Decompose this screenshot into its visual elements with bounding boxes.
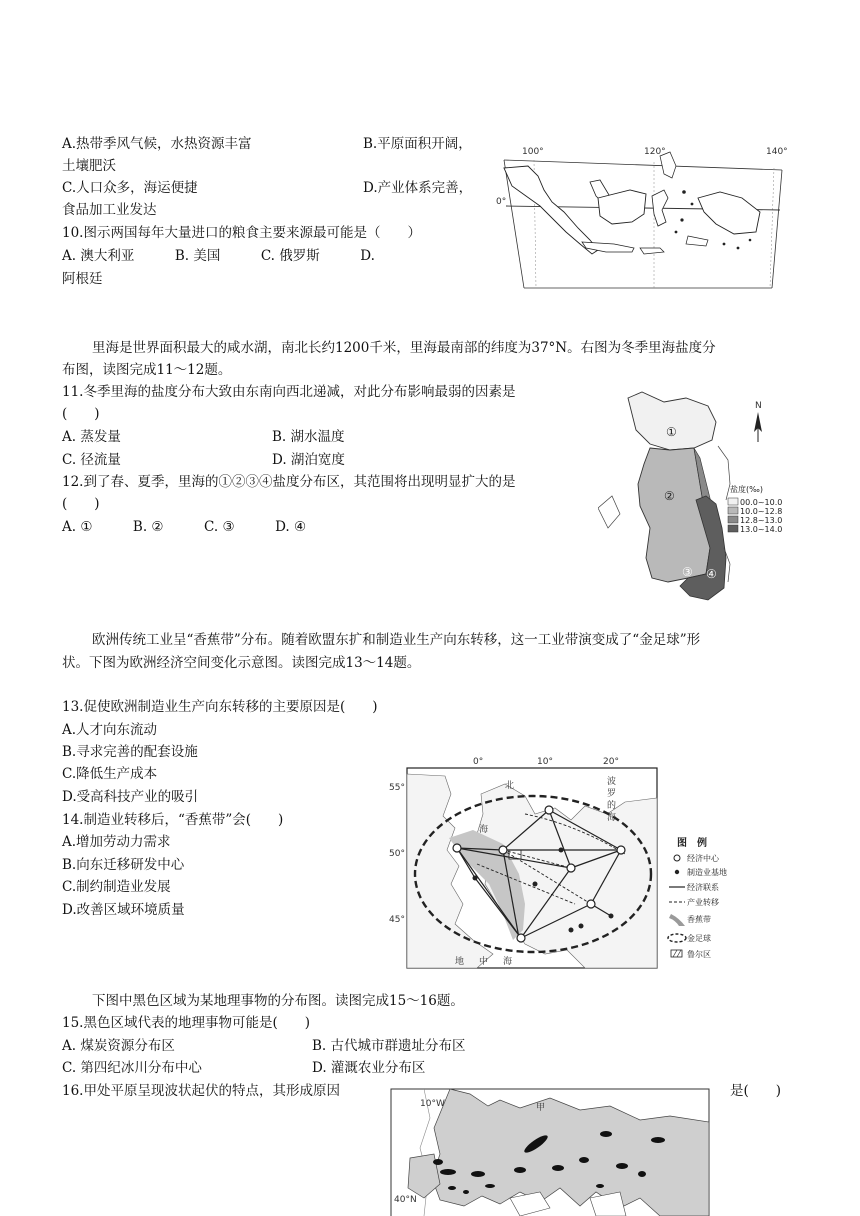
q14-option-c: C.制约制造业发展 xyxy=(62,879,171,895)
q12-stem: 12.到了春、夏季，里海的①②③④盐度分布区，其范围将出现明显扩大的是 xyxy=(62,474,516,490)
q10-stem: 10.图示两国每年大量进口的粮食主要来源最可能是（ ） xyxy=(62,225,421,241)
legend-ruhr: 鲁尔区 xyxy=(687,950,711,959)
north-sea-2: 海 xyxy=(479,825,489,835)
q9-option-c: C.人口众多，海运便捷 xyxy=(62,180,198,196)
europe-lat-55: 55° xyxy=(389,783,405,793)
europe-lon-20: 20° xyxy=(603,757,619,767)
legend-golden-football: 金足球 xyxy=(687,934,711,943)
salinity-legend-title: 盐度(‰) xyxy=(730,485,763,494)
europe-intro-line2: 状。下图为欧洲经济空间变化示意图。读图完成13～14题。 xyxy=(62,655,421,671)
map1-lat-0: 0° xyxy=(496,197,507,207)
q13-stem: 13.促使欧洲制造业生产向东转移的主要原因是( ) xyxy=(62,699,378,715)
salinity-legend-3: 12.8~13.0 xyxy=(740,516,783,525)
q14-option-d: D.改善区域环境质量 xyxy=(62,902,185,918)
zone-1-label: ① xyxy=(666,425,677,439)
q10-options: A. 澳大利亚 B. 美国 C. 俄罗斯 D. xyxy=(62,248,375,264)
zone-3-label: ③ xyxy=(682,565,693,579)
q13-option-a: A.人才向东流动 xyxy=(62,722,158,738)
q9-option-d-cont: 食品加工业发达 xyxy=(62,202,157,218)
legend-economic-center: 经济中心 xyxy=(687,854,719,863)
legend-economic-link: 经济联系 xyxy=(687,883,719,892)
north-arrow-icon xyxy=(754,401,762,442)
q10-option-d-cont: 阿根廷 xyxy=(62,271,103,287)
q9-option-d: D.产业体系完善， xyxy=(363,180,473,196)
q13-option-d: D.受高科技产业的吸引 xyxy=(62,789,199,805)
q11-paren: ( ) xyxy=(62,406,100,422)
baltic-2: 罗 xyxy=(607,789,617,799)
q16-stem: 16.甲处平原呈现波状起伏的特点，其形成原因 xyxy=(62,1083,340,1099)
map1-lon-100: 100° xyxy=(522,147,544,157)
q15-option-d: D. 灌溉农业分布区 xyxy=(312,1060,426,1076)
q15-option-c: C. 第四纪冰川分布中心 xyxy=(62,1060,202,1076)
baltic-4: 海 xyxy=(607,813,617,823)
north-sea-1: 北 xyxy=(505,781,515,791)
zone-2-label: ② xyxy=(664,489,675,503)
map3-lon-label: 10°W xyxy=(420,1099,445,1109)
med-3: 海 xyxy=(503,957,513,967)
map3-lat-label: 40°N xyxy=(394,1195,417,1205)
legend-manufacturing-base: 制造业基地 xyxy=(687,868,727,877)
q12-options: A. ① B. ② C. ③ D. ④ xyxy=(62,519,307,535)
salinity-legend-4: 13.0~14.0 xyxy=(740,525,783,534)
q11-option-b: B. 湖水温度 xyxy=(272,429,345,445)
europe-economy-map xyxy=(385,754,735,972)
europe-lon-10: 10° xyxy=(537,757,553,767)
q15-option-b: B. 古代城市群遗址分布区 xyxy=(312,1038,466,1054)
map1-lon-140: 140° xyxy=(766,147,788,157)
map3-jia-label: 甲 xyxy=(536,1103,546,1113)
europe-lat-45: 45° xyxy=(389,915,405,925)
caspian-salinity-map xyxy=(598,388,788,610)
salinity-legend-1: 00.0~10.0 xyxy=(740,498,783,507)
q12-paren: ( ) xyxy=(62,496,100,512)
europe-lat-50: 50° xyxy=(389,849,405,859)
q11-option-a: A. 蒸发量 xyxy=(62,429,121,445)
baltic-1: 波 xyxy=(607,777,617,787)
q11-stem: 11.冬季里海的盐度分布大致由东南向西北递减，对此分布影响最弱的因素是 xyxy=(62,384,516,400)
med-1: 地 xyxy=(455,957,465,967)
europe-intro-line1: 欧洲传统工业呈“香蕉带”分布。随着欧盟东扩和制造业生产向东转移，这一工业带演变成了“金足球”形 xyxy=(92,632,701,648)
legend-banana-belt: 香蕉带 xyxy=(687,915,711,924)
q15-stem: 15.黑色区域代表的地理事物可能是( ) xyxy=(62,1015,311,1031)
baltic-3: 的 xyxy=(607,801,617,811)
caspian-intro-line1: 里海是世界面积最大的咸水湖，南北长约1200千米，里海最南部的纬度为37°N。右图为冬季里海盐度分 xyxy=(92,340,716,356)
q11-option-d: D. 湖泊宽度 xyxy=(272,452,345,468)
salinity-legend-2: 10.0~12.8 xyxy=(740,507,783,516)
q9-option-b-cont: 土壤肥沃 xyxy=(62,158,116,174)
legend-title: 图 例 xyxy=(677,838,707,849)
europe-lon-0: 0° xyxy=(473,757,484,767)
q14-option-b: B.向东迁移研发中心 xyxy=(62,857,185,873)
q14-option-a: A.增加劳动力需求 xyxy=(62,834,171,850)
zone-4-label: ④ xyxy=(706,567,717,581)
q13-option-b: B.寻求完善的配套设施 xyxy=(62,744,198,760)
legend-industry-transfer: 产业转移 xyxy=(687,898,719,907)
med-2: 中 xyxy=(479,957,489,967)
q14-stem: 14.制造业转移后，“香蕉带”会( ) xyxy=(62,812,284,828)
north-label: N xyxy=(755,401,762,411)
map3-intro: 下图中黑色区域为某地理事物的分布图。读图完成15～16题。 xyxy=(92,993,464,1009)
map1-lon-120: 120° xyxy=(644,147,666,157)
q13-option-c: C.降低生产成本 xyxy=(62,766,158,782)
q15-option-a: A. 煤炭资源分布区 xyxy=(62,1038,175,1054)
q16-tail: 是( ) xyxy=(730,1083,782,1099)
q9-option-a: A.热带季风气候，水热资源丰富 xyxy=(62,136,252,152)
europe-distribution-map xyxy=(390,1088,710,1216)
q11-option-c: C. 径流量 xyxy=(62,452,121,468)
q9-option-b: B.平原面积开阔， xyxy=(363,136,472,152)
southeast-asia-map xyxy=(494,140,794,292)
caspian-intro-line2: 布图，读图完成11～12题。 xyxy=(62,362,232,378)
